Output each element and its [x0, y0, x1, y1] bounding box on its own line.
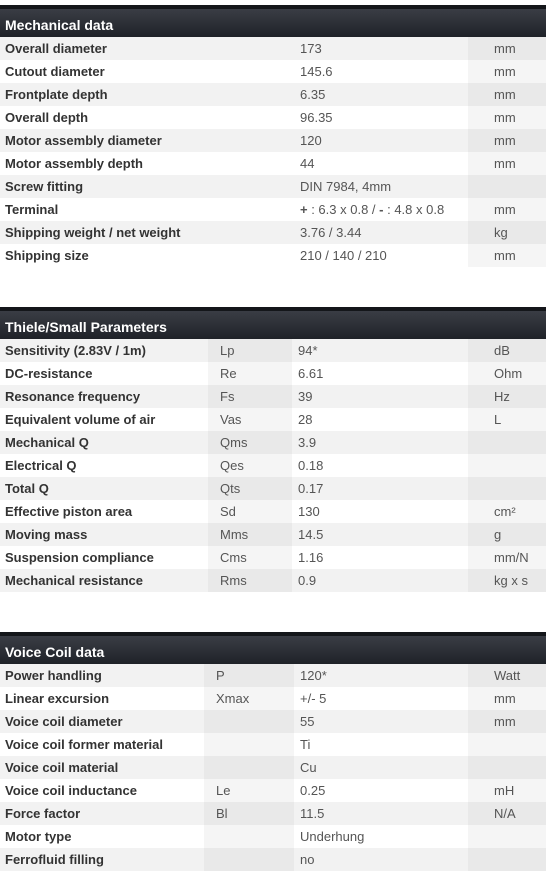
- param-symbol: Qms: [208, 431, 292, 454]
- param-unit: [468, 848, 546, 871]
- param-symbol: Sd: [208, 500, 292, 523]
- section-title: Mechanical data: [0, 5, 546, 37]
- param-label: Force factor: [0, 802, 204, 825]
- param-symbol: Fs: [208, 385, 292, 408]
- param-unit: mm: [468, 60, 546, 83]
- param-unit: g: [468, 523, 546, 546]
- param-unit: mm: [468, 198, 546, 221]
- thiele-small-table: [0, 339, 546, 592]
- table-row: [0, 37, 546, 60]
- param-value: 0.18: [292, 454, 468, 477]
- terminal-plus: +: [300, 202, 308, 217]
- param-unit: mm: [468, 244, 546, 267]
- param-unit: mm: [468, 37, 546, 60]
- param-symbol: Qes: [208, 454, 292, 477]
- param-value: 11.5: [294, 802, 468, 825]
- param-label: Linear excursion: [0, 687, 204, 710]
- param-label: Motor type: [0, 825, 204, 848]
- param-symbol: Mms: [208, 523, 292, 546]
- table-row: [0, 198, 546, 221]
- param-symbol: [204, 848, 294, 871]
- param-value: 120: [294, 129, 468, 152]
- param-value: Ti: [294, 733, 468, 756]
- table-row: [0, 664, 546, 687]
- param-label: Equivalent volume of air: [0, 408, 208, 431]
- param-unit: Watt: [468, 664, 546, 687]
- param-unit: mm/N: [468, 546, 546, 569]
- param-label: Voice coil material: [0, 756, 204, 779]
- voice-coil-table: [0, 664, 546, 871]
- param-label: Voice coil inductance: [0, 779, 204, 802]
- param-value: no: [294, 848, 468, 871]
- param-label: Resonance frequency: [0, 385, 208, 408]
- param-unit: [468, 175, 546, 198]
- mechanical-data-table: [0, 37, 546, 267]
- param-symbol: Xmax: [204, 687, 294, 710]
- param-symbol: [204, 710, 294, 733]
- table-row: [0, 523, 546, 546]
- table-row: [0, 825, 546, 848]
- table-row: [0, 710, 546, 733]
- param-symbol: Le: [204, 779, 294, 802]
- section-title: Voice Coil data: [0, 632, 546, 664]
- table-row: [0, 569, 546, 592]
- param-unit: [468, 756, 546, 779]
- param-value: 14.5: [292, 523, 468, 546]
- param-symbol: Qts: [208, 477, 292, 500]
- param-value: 6.61: [292, 362, 468, 385]
- param-value: 44: [294, 152, 468, 175]
- param-symbol: [204, 733, 294, 756]
- param-value: 130: [292, 500, 468, 523]
- param-label: Moving mass: [0, 523, 208, 546]
- param-unit: Hz: [468, 385, 546, 408]
- param-unit: mm: [468, 106, 546, 129]
- table-row: [0, 848, 546, 871]
- param-label: Screw fitting: [0, 175, 294, 198]
- param-unit: cm²: [468, 500, 546, 523]
- table-row: [0, 408, 546, 431]
- table-row: [0, 129, 546, 152]
- table-row: [0, 431, 546, 454]
- table-row: [0, 152, 546, 175]
- table-row: [0, 83, 546, 106]
- param-unit: dB: [468, 339, 546, 362]
- param-label: Suspension compliance: [0, 546, 208, 569]
- param-label: Electrical Q: [0, 454, 208, 477]
- param-value: 0.25: [294, 779, 468, 802]
- param-label: Mechanical resistance: [0, 569, 208, 592]
- param-value: Underhung: [294, 825, 468, 848]
- param-label: Overall diameter: [0, 37, 294, 60]
- terminal-plus-size: : 6.3 x 0.8 /: [307, 202, 380, 217]
- param-value: 55: [294, 710, 468, 733]
- param-unit: mH: [468, 779, 546, 802]
- table-row: [0, 779, 546, 802]
- param-label: Shipping weight / net weight: [0, 221, 294, 244]
- param-unit: N/A: [468, 802, 546, 825]
- param-unit: L: [468, 408, 546, 431]
- param-value: 28: [292, 408, 468, 431]
- param-label: Effective piston area: [0, 500, 208, 523]
- mechanical-data-section: [0, 5, 546, 267]
- param-value: DIN 7984, 4mm: [294, 175, 468, 198]
- param-label: Mechanical Q: [0, 431, 208, 454]
- table-row: [0, 687, 546, 710]
- param-unit: mm: [468, 83, 546, 106]
- param-value: 0.9: [292, 569, 468, 592]
- section-title: Thiele/Small Parameters: [0, 307, 546, 339]
- param-value: 6.35: [294, 83, 468, 106]
- param-label: Shipping size: [0, 244, 294, 267]
- param-unit: Ohm: [468, 362, 546, 385]
- param-label: Motor assembly diameter: [0, 129, 294, 152]
- table-row: [0, 500, 546, 523]
- param-value: 145.6: [294, 60, 468, 83]
- param-value: 39: [292, 385, 468, 408]
- table-row: [0, 244, 546, 267]
- table-row: [0, 385, 546, 408]
- table-row: [0, 477, 546, 500]
- terminal-minus-size: : 4.8 x 0.8: [383, 202, 445, 217]
- param-value: [294, 198, 468, 221]
- param-symbol: Vas: [208, 408, 292, 431]
- param-unit: mm: [468, 687, 546, 710]
- terminal-minus: -: [379, 202, 384, 217]
- param-label: Total Q: [0, 477, 208, 500]
- table-row: [0, 175, 546, 198]
- table-row: [0, 546, 546, 569]
- param-symbol: Rms: [208, 569, 292, 592]
- param-label: Cutout diameter: [0, 60, 294, 83]
- param-unit: [468, 825, 546, 848]
- table-row: [0, 60, 546, 83]
- table-row: [0, 733, 546, 756]
- param-value: 173: [294, 37, 468, 60]
- table-row: [0, 802, 546, 825]
- param-symbol: Re: [208, 362, 292, 385]
- param-unit: [468, 733, 546, 756]
- param-symbol: [204, 825, 294, 848]
- table-row: [0, 756, 546, 779]
- param-value: 3.76 / 3.44: [294, 221, 468, 244]
- param-symbol: [204, 756, 294, 779]
- param-value: 120*: [294, 664, 468, 687]
- param-label: DC-resistance: [0, 362, 208, 385]
- table-row: [0, 454, 546, 477]
- voice-coil-section: [0, 632, 546, 871]
- param-label: Motor assembly depth: [0, 152, 294, 175]
- param-value: 1.16: [292, 546, 468, 569]
- param-unit: [468, 454, 546, 477]
- param-label: Terminal: [0, 198, 294, 221]
- param-value: 3.9: [292, 431, 468, 454]
- param-unit: kg x s: [468, 569, 546, 592]
- param-symbol: Bl: [204, 802, 294, 825]
- param-symbol: Lp: [208, 339, 292, 362]
- param-unit: [468, 431, 546, 454]
- param-label: Frontplate depth: [0, 83, 294, 106]
- param-value: Cu: [294, 756, 468, 779]
- param-value: 0.17: [292, 477, 468, 500]
- table-row: [0, 362, 546, 385]
- param-label: Overall depth: [0, 106, 294, 129]
- param-unit: kg: [468, 221, 546, 244]
- table-row: [0, 106, 546, 129]
- param-value: +/- 5: [294, 687, 468, 710]
- param-symbol: Cms: [208, 546, 292, 569]
- table-row: [0, 339, 546, 362]
- param-label: Ferrofluid filling: [0, 848, 204, 871]
- param-label: Voice coil diameter: [0, 710, 204, 733]
- param-label: Power handling: [0, 664, 204, 687]
- param-value: 96.35: [294, 106, 468, 129]
- param-label: Voice coil former material: [0, 733, 204, 756]
- param-symbol: P: [204, 664, 294, 687]
- param-unit: [468, 477, 546, 500]
- param-unit: mm: [468, 152, 546, 175]
- param-value: 94*: [292, 339, 468, 362]
- param-label: Sensitivity (2.83V / 1m): [0, 339, 208, 362]
- param-unit: mm: [468, 129, 546, 152]
- thiele-small-section: [0, 307, 546, 592]
- param-unit: mm: [468, 710, 546, 733]
- table-row: [0, 221, 546, 244]
- param-value: 210 / 140 / 210: [294, 244, 468, 267]
